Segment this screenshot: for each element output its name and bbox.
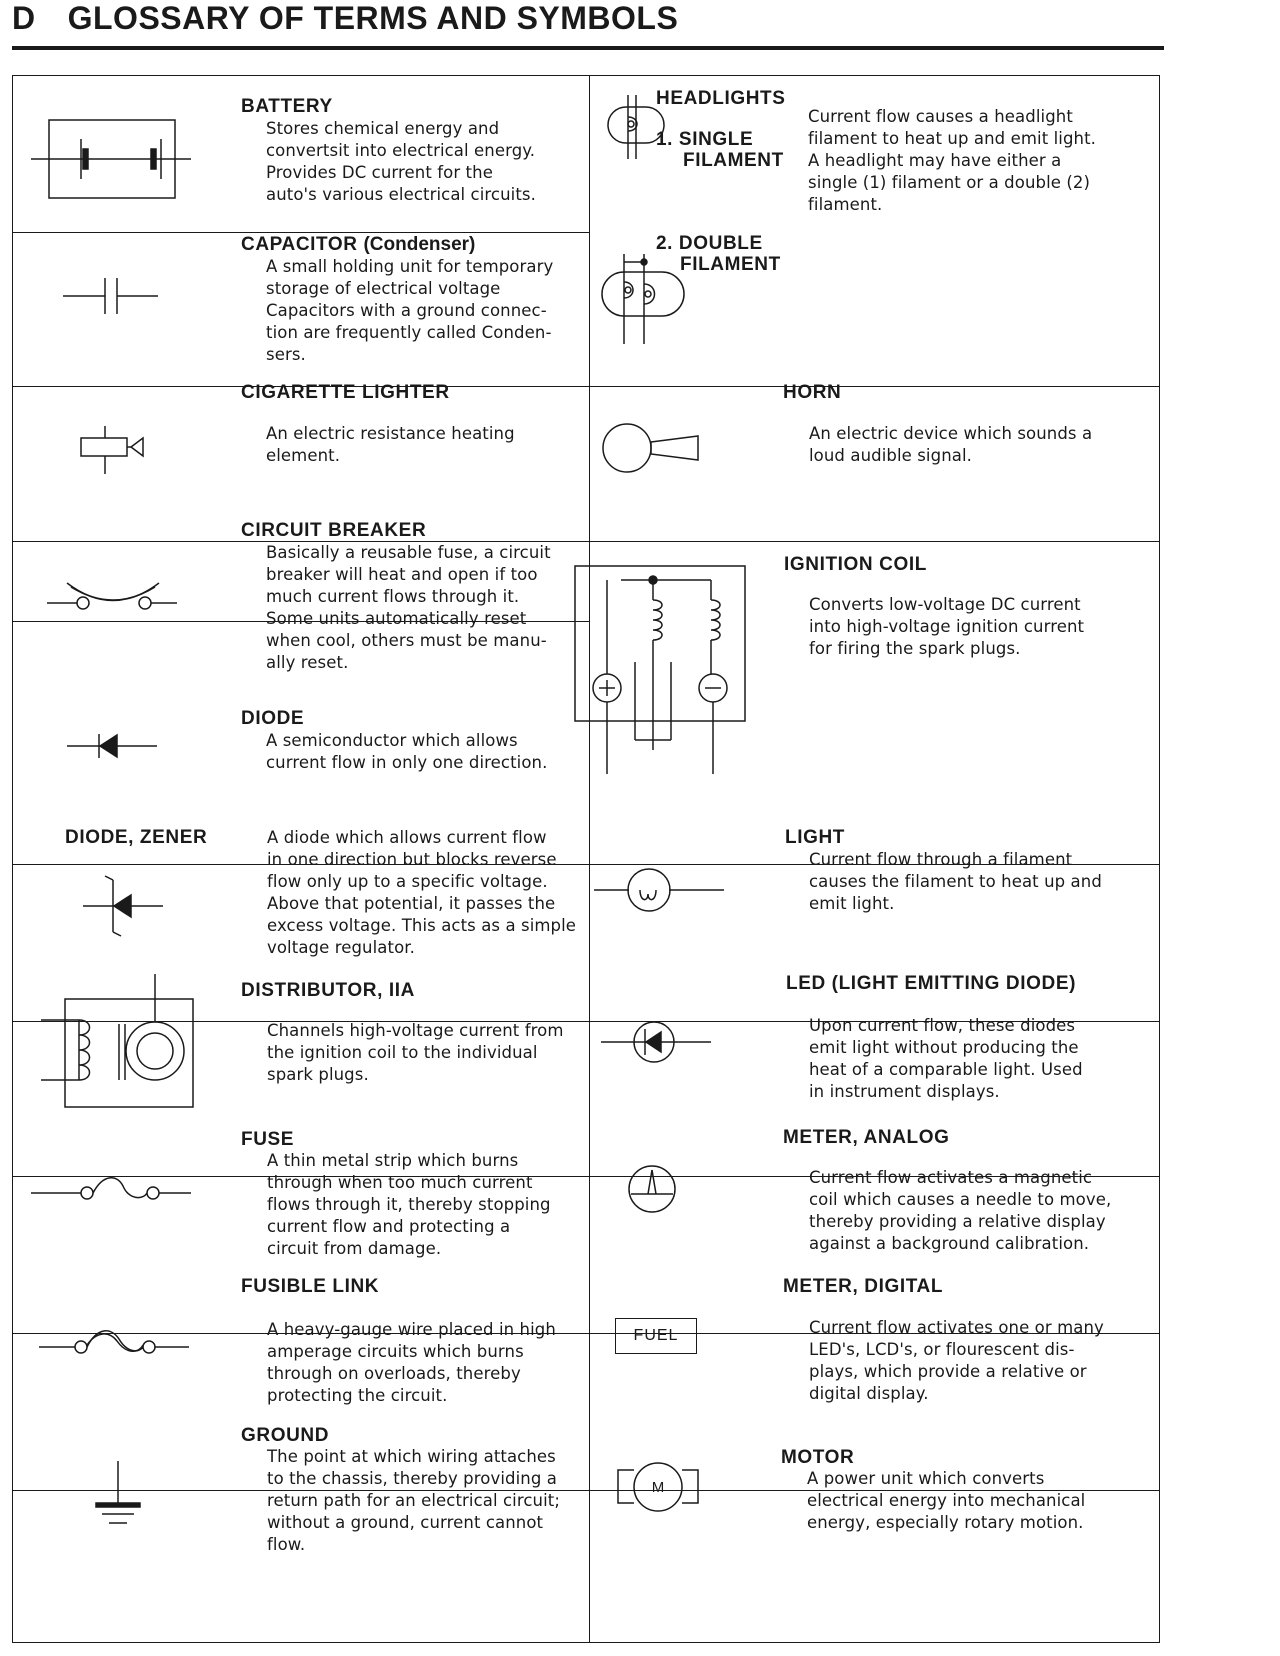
horn-description: An electric device which sounds a loud audible signal. <box>809 424 1093 465</box>
term-fuse: FUSE <box>241 1129 295 1150</box>
term-headlights: HEADLIGHTS <box>656 88 786 109</box>
page-header <box>12 0 1164 50</box>
fusible-link-description: A heavy-gauge wire placed in high amperage circuits which burns through on overloads, thereby protecting the circuit. <box>267 1320 556 1405</box>
ground-description: The point at which wiring attaches to the chassis, thereby providing a return path for an electrical circuit; without a ground, current cannot flow. <box>267 1447 561 1554</box>
fuse-description: A thin metal strip which burns through when too much current flows through it, thereby stopping current flow and protecting a circuit from damage. <box>267 1151 551 1258</box>
distributor-description: Channels high-voltage current from the ignition coil to the individual spark plugs. <box>267 1021 564 1084</box>
circuit-breaker-description: Basically a reusable fuse, a circuit breaker will heat and open if too much current flows through it. Some units automatically reset when cool, others must be manu- ally reset. <box>266 543 551 672</box>
horn-symbol-icon <box>602 418 712 478</box>
term-meter-digital: METER, DIGITAL <box>783 1276 944 1297</box>
section-letter: D <box>12 0 36 36</box>
term-cigarette-lighter: CIGARETTE LIGHTER <box>241 382 450 403</box>
ignition-coil-description: Converts low-voltage DC current into high-voltage ignition current for firing the spark plugs. <box>809 595 1085 658</box>
diode-symbol-icon <box>67 731 157 761</box>
term-battery: BATTERY <box>241 96 333 117</box>
light-bulb-symbol-icon <box>594 868 724 918</box>
distributor-symbol-icon <box>41 974 211 1109</box>
circuit-breaker-symbol-icon <box>47 573 177 613</box>
column-divider <box>589 76 590 1642</box>
light-description: Current flow through a filament causes the filament to heat up and emit light. <box>809 850 1102 913</box>
row-divider <box>13 386 1159 387</box>
term-ground: GROUND <box>241 1425 330 1446</box>
ignition-coil-symbol-icon <box>573 564 753 774</box>
page-title-text: GLOSSARY OF TERMS AND SYMBOLS <box>67 0 679 36</box>
analog-meter-symbol-icon <box>627 1164 677 1214</box>
term-capacitor: CAPACITOR (Condenser) <box>241 234 476 255</box>
ground-symbol-icon <box>93 1461 143 1531</box>
battery-symbol-icon <box>31 119 191 199</box>
term-circuit-breaker: CIRCUIT BREAKER <box>241 520 427 541</box>
term-light: LIGHT <box>785 827 845 848</box>
meter-digital-description: Current flow activates one or many LED's, LCD's, or flourescent dis- plays, which provide a relative or digital display. <box>809 1318 1104 1403</box>
row-divider <box>13 541 1159 542</box>
headlight-double-label-2: FILAMENT <box>680 254 781 275</box>
capacitor-symbol-icon <box>63 276 158 316</box>
diode-description: A semiconductor which allows current flow in only one direction. <box>266 731 548 772</box>
fusible-link-symbol-icon <box>39 1325 189 1360</box>
motor-symbol-icon <box>616 1463 706 1513</box>
page-title <box>12 0 678 36</box>
headlights-description: Current flow causes a headlight filament to heat up and emit light. A headlight may have either a single (1) filament or a double (2) filament. <box>808 107 1097 214</box>
term-diode: DIODE <box>241 708 305 729</box>
term-ignition-coil: IGNITION COIL <box>784 554 927 575</box>
capacitor-description: A small holding unit for temporary storage of electrical voltage Capacitors with a ground connec- tion are frequently called Conden- sers. <box>266 257 554 364</box>
row-divider <box>13 232 589 233</box>
motor-description: A power unit which converts electrical energy into mechanical energy, especially rotary motion. <box>807 1469 1086 1532</box>
zener-diode-symbol-icon <box>83 876 163 936</box>
term-horn: HORN <box>783 382 842 403</box>
headlight-single-label: 1. SINGLE <box>656 129 754 150</box>
meter-analog-description: Current flow activates a magnetic coil which causes a needle to move, thereby providing a relative display against a background calibration. <box>809 1168 1112 1253</box>
battery-description: Stores chemical energy and convertsit into electrical energy. Provides DC current for the auto's various electrical circuits. <box>266 119 536 204</box>
cigarette-lighter-symbol-icon <box>79 426 149 476</box>
term-diode-zener: DIODE, ZENER <box>65 827 208 848</box>
led-symbol-icon <box>601 1017 711 1067</box>
glossary-table <box>12 75 1160 1643</box>
headlight-double-label: 2. DOUBLE <box>656 233 763 254</box>
digital-meter-fuel-display: FUEL <box>615 1318 697 1354</box>
led-description: Upon current flow, these diodes emit light without producing the heat of a comparable light. Used in instrument displays. <box>809 1016 1083 1101</box>
headlight-single-label-2: FILAMENT <box>683 150 784 171</box>
term-meter-analog: METER, ANALOG <box>783 1127 950 1148</box>
zener-diode-description: A diode which allows current flow in one direction but blocks reverse flow only up to a specific voltage. Above that potential, it passes the excess voltage. This acts as a simple voltage regulator. <box>267 828 577 957</box>
term-fusible-link: FUSIBLE LINK <box>241 1276 380 1297</box>
term-distributor: DISTRIBUTOR, IIA <box>241 980 415 1001</box>
motor-symbol-letter: M <box>651 1479 665 1496</box>
term-led: LED (LIGHT EMITTING DIODE) <box>786 973 1077 994</box>
term-motor: MOTOR <box>781 1447 855 1468</box>
cigarette-lighter-description: An electric resistance heating element. <box>266 424 515 465</box>
fuse-symbol-icon <box>31 1176 191 1206</box>
